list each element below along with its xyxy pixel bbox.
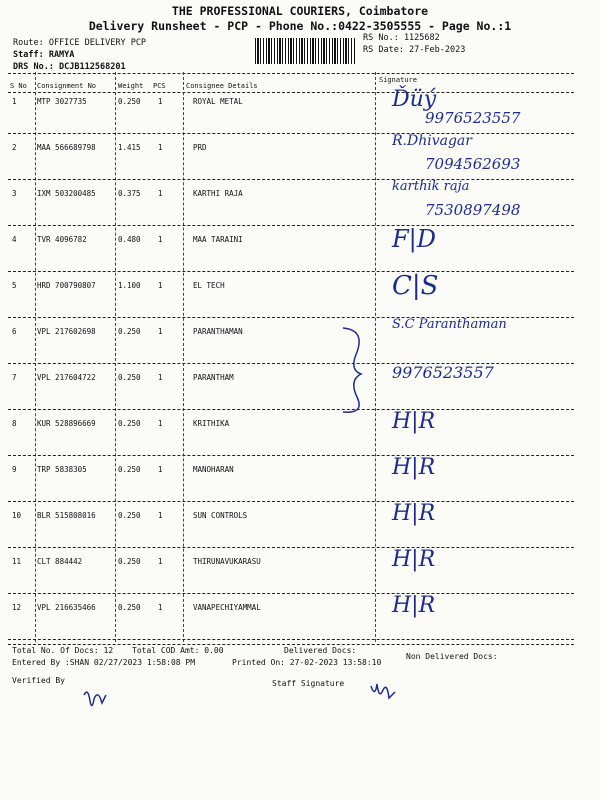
row-consignment: BLR 515808016 [37, 511, 96, 520]
row-sno: 5 [12, 281, 17, 290]
handwritten-phone: 9976523557 [425, 109, 521, 127]
delivered-docs: Delivered Docs: [284, 646, 357, 655]
column-divider [35, 72, 36, 642]
row-pcs: 1 [158, 189, 163, 198]
row-pcs: 1 [158, 97, 163, 106]
row-sno: 8 [12, 419, 17, 428]
drs-number: DRS No.: DCJB112568201 [13, 62, 126, 72]
handwritten-phone: 7094562693 [425, 155, 521, 173]
staff-label: Staff: RAMYA [13, 50, 75, 60]
row-weight: 0.250 [118, 557, 141, 566]
non-delivered-docs: Non Delivered Docs: [406, 652, 498, 661]
row-pcs: 1 [158, 235, 163, 244]
row-consignment: VPL 216635466 [37, 603, 96, 612]
row-sno: 4 [12, 235, 17, 244]
column-divider [115, 72, 116, 642]
row-separator [8, 225, 574, 226]
handwritten-signature: S.C Paranthaman [392, 317, 507, 332]
handwritten-signature: karthik raja [392, 179, 470, 194]
handwritten-signature: F|D [392, 225, 436, 253]
row-weight: 0.250 [118, 419, 141, 428]
handwritten-signature: H|R [392, 455, 436, 480]
handwritten-signature: H|R [392, 593, 436, 618]
handwritten-signature: H|R [392, 547, 436, 572]
row-weight: 0.250 [118, 97, 141, 106]
entered-by: Entered By :SHAN 02/27/2023 1:58:08 PM [12, 658, 196, 667]
row-pcs: 1 [158, 511, 163, 520]
col-header-signature: Signature [379, 76, 417, 84]
row-separator [8, 133, 574, 134]
rs-date: RS Date: 27-Feb-2023 [363, 45, 466, 55]
row-pcs: 1 [158, 419, 163, 428]
row-consignee: KARTHI RAJA [193, 189, 243, 198]
row-separator [8, 501, 574, 502]
handwritten-signature: H|R [392, 409, 436, 434]
row-pcs: 1 [158, 557, 163, 566]
row-consignee: PARANTHAMAN [193, 327, 243, 336]
row-consignee: ROYAL METAL [193, 97, 243, 106]
row-consignee: MANOHARAN [193, 465, 234, 474]
row-pcs: 1 [158, 143, 163, 152]
row-weight: 0.375 [118, 189, 141, 198]
row-sno: 12 [12, 603, 22, 612]
row-sno: 3 [12, 189, 17, 198]
row-separator [8, 639, 574, 640]
row-consignment: CLT 884442 [37, 557, 83, 566]
row-sno: 10 [12, 511, 22, 520]
row-weight: 0.250 [118, 465, 141, 474]
handwritten-signature: R.Dhivagar [392, 133, 472, 149]
total-cod: Total COD Amt: 0.00 [132, 646, 224, 655]
staff-signature-label: Staff Signature [272, 679, 345, 688]
col-header-sno: S No [10, 82, 27, 90]
row-consignment: MTP 3027735 [37, 97, 87, 106]
handwritten-phone: 7530897498 [425, 201, 521, 219]
row-pcs: 1 [158, 465, 163, 474]
handwritten-signature: Ďüý [392, 87, 437, 112]
row-consignment: TVR 4096782 [37, 235, 87, 244]
row-sno: 11 [12, 557, 22, 566]
row-weight: 0.250 [118, 327, 141, 336]
row-weight: 1.415 [118, 143, 141, 152]
total-docs: Total No. Of Docs: 12 [12, 646, 114, 655]
table-top-rule [8, 73, 574, 74]
row-sno: 2 [12, 143, 17, 152]
row-consignment: IXM 503200485 [37, 189, 96, 198]
row-weight: 0.480 [118, 235, 141, 244]
row-consignee: THIRUNAVUKARASU [193, 557, 261, 566]
col-header-consignee: Consignee Details [186, 82, 258, 90]
company-title: THE PROFESSIONAL COURIERS, Coimbatore [171, 4, 429, 18]
printed-on: Printed On: 27-02-2023 13:58:10 [232, 658, 382, 667]
column-divider [375, 72, 376, 642]
row-weight: 0.250 [118, 373, 141, 382]
header-rule [8, 92, 574, 93]
verified-by: Verified By [12, 676, 65, 685]
row-consignee: PARANTHAM [193, 373, 234, 382]
row-separator [8, 409, 574, 410]
handwritten-signature: C|S [392, 271, 439, 301]
rs-number: RS No.: 1125682 [363, 33, 440, 43]
brace-mark [335, 322, 375, 417]
handwritten-signature: H|R [392, 501, 436, 526]
row-consignee: SUN CONTROLS [193, 511, 248, 520]
col-header-consignment: Consignment No [37, 82, 97, 90]
row-consignment: VPL 217602698 [37, 327, 96, 336]
col-header-pcs: PCS [153, 82, 166, 90]
row-consignee: PRD [193, 143, 207, 152]
row-sno: 6 [12, 327, 17, 336]
row-separator [8, 271, 574, 272]
column-divider [183, 72, 184, 642]
row-sno: 9 [12, 465, 17, 474]
row-consignment: TRP 5838305 [37, 465, 87, 474]
row-weight: 0.250 [118, 603, 141, 612]
row-pcs: 1 [158, 281, 163, 290]
row-consignment: KUR 528896669 [37, 419, 96, 428]
col-header-weight: Weight [118, 82, 144, 90]
row-pcs: 1 [158, 327, 163, 336]
row-consignment: MAA 566689798 [37, 143, 96, 152]
row-pcs: 1 [158, 603, 163, 612]
row-weight: 1.100 [118, 281, 141, 290]
row-pcs: 1 [158, 373, 163, 382]
row-separator [8, 547, 574, 548]
row-consignment: HRD 700790807 [37, 281, 96, 290]
handwritten-signature: 9976523557 [392, 363, 494, 382]
row-consignment: VPL 217604722 [37, 373, 96, 382]
row-separator [8, 455, 574, 456]
runsheet-subtitle: Delivery Runsheet - PCP - Phone No.:0422-3505555 - Page No.:1 [88, 19, 512, 33]
footer-rule [8, 644, 574, 645]
barcode-image [255, 38, 355, 64]
row-consignee: KRITHIKA [193, 419, 230, 428]
verified-signature-scribble [80, 685, 120, 715]
row-separator [8, 593, 574, 594]
row-consignee: VANAPECHIYAMMAL [193, 603, 261, 612]
row-sno: 7 [12, 373, 17, 382]
row-sno: 1 [12, 97, 17, 106]
row-weight: 0.250 [118, 511, 141, 520]
row-separator [8, 179, 574, 180]
route-label: Route: OFFICE DELIVERY PCP [13, 38, 147, 48]
staff-signature-scribble [365, 678, 405, 708]
row-consignee: EL TECH [193, 281, 225, 290]
row-consignee: MAA TARAINI [193, 235, 243, 244]
